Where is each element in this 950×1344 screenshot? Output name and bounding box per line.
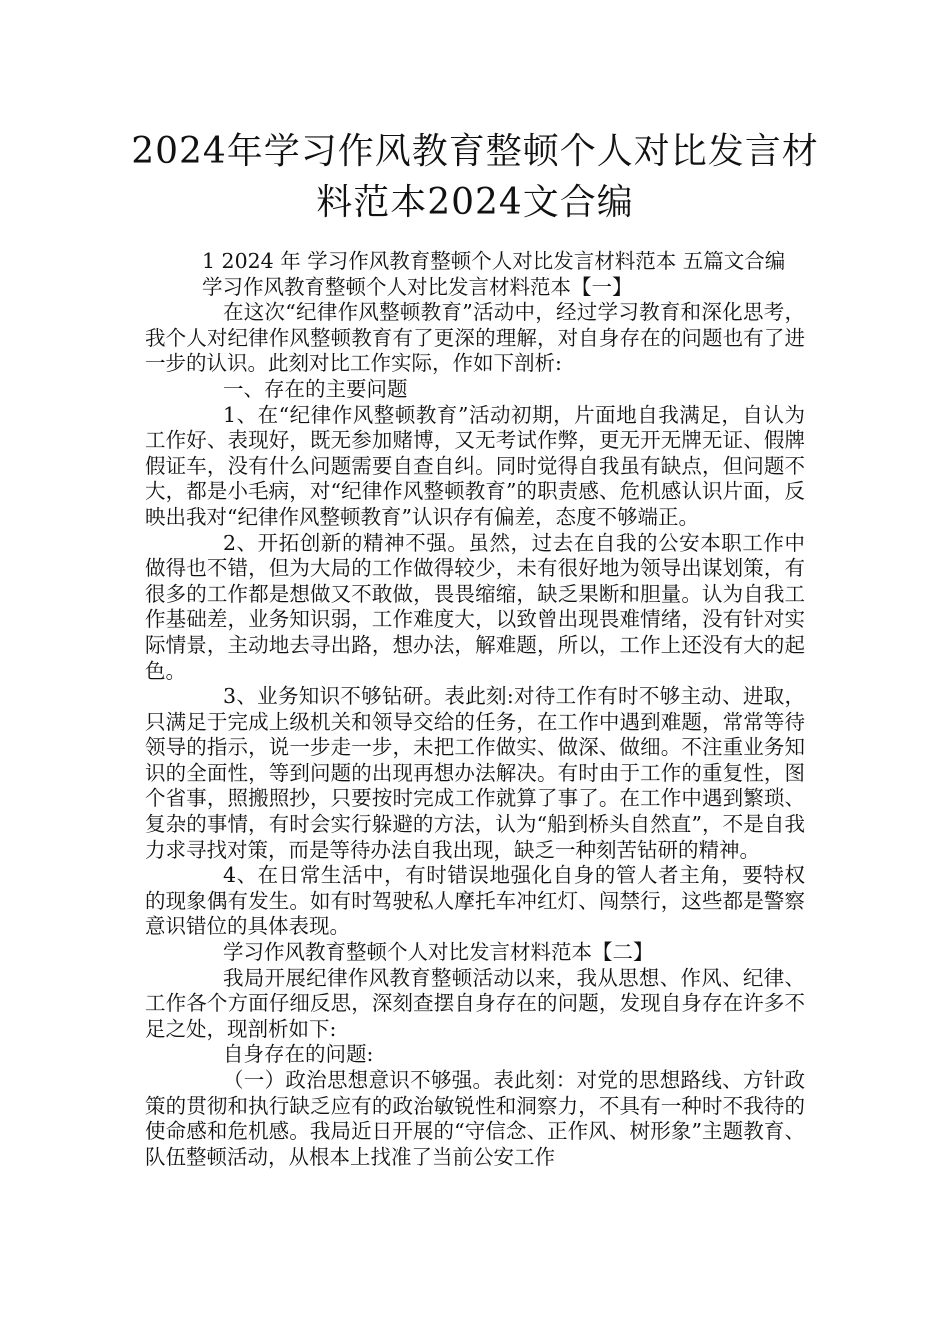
subheading-own-problems: 自身存在的问题: [223, 1042, 374, 1067]
document-title: 2024年学习作风教育整顿个人对比发言材料范本2024文合编 [131, 131, 819, 223]
section-heading-one: 学习作风教育整顿个人对比发言材料范本【一】 [202, 274, 633, 299]
section-heading-two: 学习作风教育整顿个人对比发言材料范本【二】 [223, 940, 654, 965]
paragraph: 3、业务知识不够钻研。表此刻:对待工作有时不够主动、进取，只满足于完成上级机关和领导交给的任务，在工作中遇到难题，常常等待领导的指示，说一步走一步，未把工作做实、做深、做细。不注重业务知识的全面性，等到问题的出现再想办法解决。有时由于工作的重复性，图个省事，照搬照抄，只要按时完成工作就算了事了。在工作中遇到繁琐、复杂的事情，有时会实行躲避的方法，认为“船到桥头自然直”，不是自我力求寻找对策，而是等待办法自我出现，缺乏一种刻苦钻研的精神。 [145, 684, 805, 862]
paragraph: 在这次“纪律作风整顿教育”活动中，经过学习教育和深化思考，我个人对纪律作风整顿教育有了更深的理解，对自身存在的问题也有了进一步的认识。此刻对比工作实际，作如下剖析: [145, 300, 805, 376]
paragraph: 1、在“纪律作风整顿教育”活动初期，片面地自我满足，自认为工作好、表现好，既无参加赌博，又无考试作弊，更无开无牌无证、假牌假证车，没有什么问题需要自查自纠。同时觉得自我虽有缺点，但问题不大，都是小毛病，对“纪律作风整顿教育”的职责感、危机感认识片面，反映出我对“纪律作风整顿教育”认识存有偏差，态度不够端正。 [145, 402, 805, 529]
paragraph: 4、在日常生活中，有时错误地强化自身的管人者主角，要特权的现象偶有发生。如有时驾驶私人摩托车冲红灯、闯禁行，这些都是警察意识错位的具体表现。 [145, 863, 805, 939]
paragraph-intro: 1 2024 年 学习作风教育整顿个人对比发言材料范本 五篇文合编 [202, 249, 786, 273]
paragraph: （一）政治思想意识不够强。表此刻：对党的思想路线、方针政策的贯彻和执行缺乏应有的政治敏锐性和洞察力，不具有一种时不我待的使命感和危机感。我局近日开展的“守信念、正作风、树形象”主题教育、队伍整顿活动，从根本上找准了当前公安工作 [145, 1068, 805, 1169]
paragraph: 2、开拓创新的精神不强。虽然，过去在自我的公安本职工作中做得也不错，但为大局的工作做得较少，未有很好地为领导出谋划策，有很多的工作都是想做又不敢做，畏畏缩缩，缺乏果断和胆量。认为自我工作基础差，业务知识弱，工作难度大，以致曾出现畏难情绪，没有针对实际情景，主动地去寻出路，想办法，解难题，所以，工作上还没有大的起色。 [145, 530, 805, 683]
paragraph: 我局开展纪律作风教育整顿活动以来，我从思想、作风、纪律、工作各个方面仔细反思，深刻查摆自身存在的问题，发现自身存在许多不足之处，现剖析如下: [145, 965, 805, 1041]
subheading-main-problems: 一、存在的主要问题 [223, 376, 408, 401]
document-body [145, 249, 805, 1170]
